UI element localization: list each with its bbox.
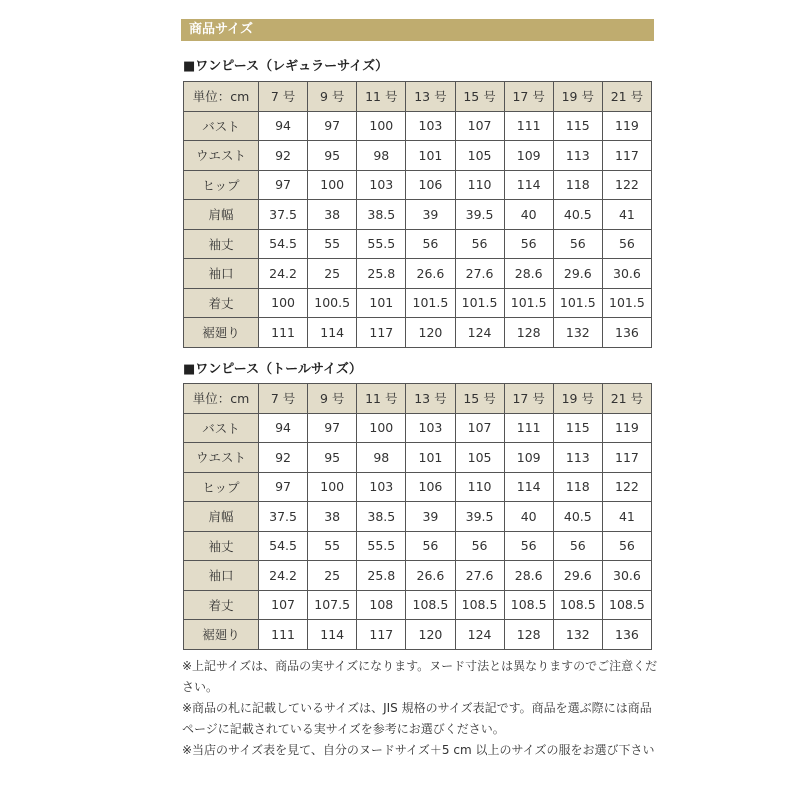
table-cell: 118 bbox=[553, 170, 602, 200]
table-cell: 41 bbox=[602, 200, 651, 230]
table-row bbox=[184, 111, 652, 141]
table-cell: 101 bbox=[406, 141, 455, 171]
table-cell: 105 bbox=[455, 443, 504, 473]
row-label: 裾廻り bbox=[184, 318, 259, 348]
size-header: 17 号 bbox=[504, 384, 553, 414]
table-cell: 56 bbox=[455, 229, 504, 259]
row-label: 肩幅 bbox=[184, 200, 259, 230]
table-cell: 120 bbox=[406, 318, 455, 348]
table-cell: 114 bbox=[308, 318, 357, 348]
table-cell: 106 bbox=[406, 170, 455, 200]
table-cell: 108.5 bbox=[455, 590, 504, 620]
table-cell: 38.5 bbox=[357, 502, 406, 532]
table-cell: 97 bbox=[308, 413, 357, 443]
table-cell: 103 bbox=[406, 111, 455, 141]
table-cell: 39 bbox=[406, 200, 455, 230]
table-cell: 28.6 bbox=[504, 259, 553, 289]
table-cell: 92 bbox=[259, 443, 308, 473]
size-header: 19 号 bbox=[553, 82, 602, 112]
size-header: 15 号 bbox=[455, 384, 504, 414]
table-row bbox=[184, 502, 652, 532]
table-cell: 107.5 bbox=[308, 590, 357, 620]
row-label: 袖丈 bbox=[184, 229, 259, 259]
table-row bbox=[184, 170, 652, 200]
table-cell: 26.6 bbox=[406, 561, 455, 591]
table-cell: 26.6 bbox=[406, 259, 455, 289]
table-cell: 108 bbox=[357, 590, 406, 620]
row-label: 袖口 bbox=[184, 259, 259, 289]
table-cell: 30.6 bbox=[602, 259, 651, 289]
table-cell: 29.6 bbox=[553, 259, 602, 289]
table-row bbox=[184, 229, 652, 259]
table-cell: 101.5 bbox=[602, 288, 651, 318]
table-cell: 54.5 bbox=[259, 229, 308, 259]
table-cell: 124 bbox=[455, 620, 504, 650]
table-cell: 55 bbox=[308, 531, 357, 561]
table-cell: 107 bbox=[455, 413, 504, 443]
row-label: 着丈 bbox=[184, 590, 259, 620]
row-label: 袖口 bbox=[184, 561, 259, 591]
table-cell: 98 bbox=[357, 443, 406, 473]
size-header: 15 号 bbox=[455, 82, 504, 112]
table-cell: 100 bbox=[308, 170, 357, 200]
table-cell: 100.5 bbox=[308, 288, 357, 318]
table-cell: 109 bbox=[504, 141, 553, 171]
table-cell: 98 bbox=[357, 141, 406, 171]
table-cell: 105 bbox=[455, 141, 504, 171]
table-cell: 122 bbox=[602, 472, 651, 502]
regular-size-table bbox=[183, 81, 652, 348]
table-header bbox=[184, 384, 652, 414]
size-header: 21 号 bbox=[602, 384, 651, 414]
size-header: 19 号 bbox=[553, 384, 602, 414]
table-cell: 117 bbox=[602, 443, 651, 473]
table-cell: 109 bbox=[504, 443, 553, 473]
table-cell: 54.5 bbox=[259, 531, 308, 561]
table-body bbox=[184, 413, 652, 649]
table-cell: 101.5 bbox=[455, 288, 504, 318]
table-cell: 56 bbox=[553, 531, 602, 561]
table-cell: 40 bbox=[504, 200, 553, 230]
table-cell: 39.5 bbox=[455, 200, 504, 230]
row-label: 着丈 bbox=[184, 288, 259, 318]
table-cell: 107 bbox=[455, 111, 504, 141]
table-cell: 108.5 bbox=[406, 590, 455, 620]
table-cell: 25 bbox=[308, 259, 357, 289]
table-cell: 40.5 bbox=[553, 200, 602, 230]
table-cell: 111 bbox=[504, 111, 553, 141]
table-cell: 108.5 bbox=[602, 590, 651, 620]
table-row bbox=[184, 141, 652, 171]
unit-header: 単位：cm bbox=[184, 82, 259, 112]
size-header: 11 号 bbox=[357, 82, 406, 112]
table-cell: 39.5 bbox=[455, 502, 504, 532]
size-header: 13 号 bbox=[406, 384, 455, 414]
table-cell: 115 bbox=[553, 111, 602, 141]
table-cell: 117 bbox=[602, 141, 651, 171]
table-cell: 95 bbox=[308, 141, 357, 171]
tall-size-title: ■ワンピース（トールサイズ） bbox=[183, 362, 362, 377]
table-cell: 25.8 bbox=[357, 259, 406, 289]
table-cell: 56 bbox=[406, 531, 455, 561]
table-cell: 128 bbox=[504, 318, 553, 348]
size-header: 21 号 bbox=[602, 82, 651, 112]
table-cell: 97 bbox=[259, 170, 308, 200]
table-cell: 24.2 bbox=[259, 259, 308, 289]
table-cell: 92 bbox=[259, 141, 308, 171]
size-header: 11 号 bbox=[357, 384, 406, 414]
table-cell: 40.5 bbox=[553, 502, 602, 532]
table-cell: 100 bbox=[357, 111, 406, 141]
table-cell: 56 bbox=[553, 229, 602, 259]
table-cell: 128 bbox=[504, 620, 553, 650]
table-cell: 41 bbox=[602, 502, 651, 532]
table-cell: 56 bbox=[504, 531, 553, 561]
table-cell: 27.6 bbox=[455, 561, 504, 591]
table-header bbox=[184, 82, 652, 112]
table-cell: 108.5 bbox=[553, 590, 602, 620]
table-cell: 107 bbox=[259, 590, 308, 620]
table-cell: 110 bbox=[455, 472, 504, 502]
table-row bbox=[184, 200, 652, 230]
row-label: ウエスト bbox=[184, 443, 259, 473]
table-cell: 56 bbox=[602, 229, 651, 259]
size-header: 7 号 bbox=[259, 82, 308, 112]
row-label: 裾廻り bbox=[184, 620, 259, 650]
note: ※商品の札に記載しているサイズは、JIS 規格のサイズ表記です。商品を選ぶ際には商品ページに記載されている実サイズを参考にお選びください。 bbox=[182, 701, 652, 736]
table-row bbox=[184, 531, 652, 561]
table-cell: 108.5 bbox=[504, 590, 553, 620]
table-cell: 101.5 bbox=[406, 288, 455, 318]
table-cell: 114 bbox=[504, 170, 553, 200]
row-label: 袖丈 bbox=[184, 531, 259, 561]
row-label: ウエスト bbox=[184, 141, 259, 171]
table-cell: 94 bbox=[259, 413, 308, 443]
table-cell: 55.5 bbox=[357, 229, 406, 259]
row-label: ヒップ bbox=[184, 170, 259, 200]
table-cell: 111 bbox=[259, 620, 308, 650]
table-cell: 30.6 bbox=[602, 561, 651, 591]
table-cell: 97 bbox=[259, 472, 308, 502]
table-cell: 100 bbox=[308, 472, 357, 502]
table-cell: 100 bbox=[259, 288, 308, 318]
table-row bbox=[184, 620, 652, 650]
unit-header: 単位：cm bbox=[184, 384, 259, 414]
table-cell: 38 bbox=[308, 200, 357, 230]
table-cell: 28.6 bbox=[504, 561, 553, 591]
table-cell: 103 bbox=[357, 472, 406, 502]
table-cell: 24.2 bbox=[259, 561, 308, 591]
table-body bbox=[184, 111, 652, 347]
size-header: 9 号 bbox=[308, 384, 357, 414]
table-cell: 103 bbox=[357, 170, 406, 200]
table-cell: 25.8 bbox=[357, 561, 406, 591]
regular-size-title: ■ワンピース（レギュラーサイズ） bbox=[183, 59, 389, 74]
table-cell: 117 bbox=[357, 318, 406, 348]
table-cell: 95 bbox=[308, 443, 357, 473]
table-row bbox=[184, 288, 652, 318]
table-cell: 55.5 bbox=[357, 531, 406, 561]
row-label: 肩幅 bbox=[184, 502, 259, 532]
row-label: バスト bbox=[184, 413, 259, 443]
table-cell: 39 bbox=[406, 502, 455, 532]
table-cell: 106 bbox=[406, 472, 455, 502]
table-cell: 113 bbox=[553, 141, 602, 171]
table-cell: 100 bbox=[357, 413, 406, 443]
size-header: 17 号 bbox=[504, 82, 553, 112]
table-row bbox=[184, 259, 652, 289]
table-cell: 113 bbox=[553, 443, 602, 473]
table-cell: 38.5 bbox=[357, 200, 406, 230]
table-cell: 136 bbox=[602, 318, 651, 348]
table-cell: 136 bbox=[602, 620, 651, 650]
table-cell: 56 bbox=[504, 229, 553, 259]
row-label: バスト bbox=[184, 111, 259, 141]
note: ※当店のサイズ表を見て、自分のヌードサイズ＋5 cm 以上のサイズの服をお選び下さい bbox=[182, 743, 655, 757]
table-cell: 56 bbox=[602, 531, 651, 561]
table-cell: 114 bbox=[504, 472, 553, 502]
table-cell: 103 bbox=[406, 413, 455, 443]
table-row bbox=[184, 590, 652, 620]
table-cell: 114 bbox=[308, 620, 357, 650]
table-cell: 56 bbox=[406, 229, 455, 259]
table-cell: 101 bbox=[357, 288, 406, 318]
table-cell: 115 bbox=[553, 413, 602, 443]
note: ※上記サイズは、商品の実サイズになります。ヌード寸法とは異なりますのでご注意ください。 bbox=[182, 659, 658, 694]
table-cell: 124 bbox=[455, 318, 504, 348]
table-cell: 117 bbox=[357, 620, 406, 650]
table-cell: 101.5 bbox=[553, 288, 602, 318]
table-cell: 38 bbox=[308, 502, 357, 532]
table-row bbox=[184, 413, 652, 443]
size-header: 7 号 bbox=[259, 384, 308, 414]
table-cell: 132 bbox=[553, 620, 602, 650]
table-cell: 37.5 bbox=[259, 200, 308, 230]
table-cell: 101.5 bbox=[504, 288, 553, 318]
table-cell: 111 bbox=[259, 318, 308, 348]
table-cell: 118 bbox=[553, 472, 602, 502]
table-cell: 27.6 bbox=[455, 259, 504, 289]
table-row bbox=[184, 561, 652, 591]
size-header: 13 号 bbox=[406, 82, 455, 112]
table-cell: 119 bbox=[602, 413, 651, 443]
table-cell: 132 bbox=[553, 318, 602, 348]
table-cell: 56 bbox=[455, 531, 504, 561]
notes bbox=[182, 656, 660, 761]
table-cell: 119 bbox=[602, 111, 651, 141]
table-cell: 111 bbox=[504, 413, 553, 443]
table-cell: 94 bbox=[259, 111, 308, 141]
table-cell: 97 bbox=[308, 111, 357, 141]
table-cell: 110 bbox=[455, 170, 504, 200]
table-cell: 101 bbox=[406, 443, 455, 473]
table-cell: 40 bbox=[504, 502, 553, 532]
row-label: ヒップ bbox=[184, 472, 259, 502]
table-cell: 120 bbox=[406, 620, 455, 650]
table-row bbox=[184, 472, 652, 502]
table-row bbox=[184, 443, 652, 473]
table-cell: 25 bbox=[308, 561, 357, 591]
table-cell: 122 bbox=[602, 170, 651, 200]
table-cell: 37.5 bbox=[259, 502, 308, 532]
size-header: 9 号 bbox=[308, 82, 357, 112]
table-row bbox=[184, 318, 652, 348]
section-header: 商品サイズ bbox=[181, 19, 654, 41]
tall-size-table bbox=[183, 383, 652, 650]
table-cell: 55 bbox=[308, 229, 357, 259]
table-cell: 29.6 bbox=[553, 561, 602, 591]
